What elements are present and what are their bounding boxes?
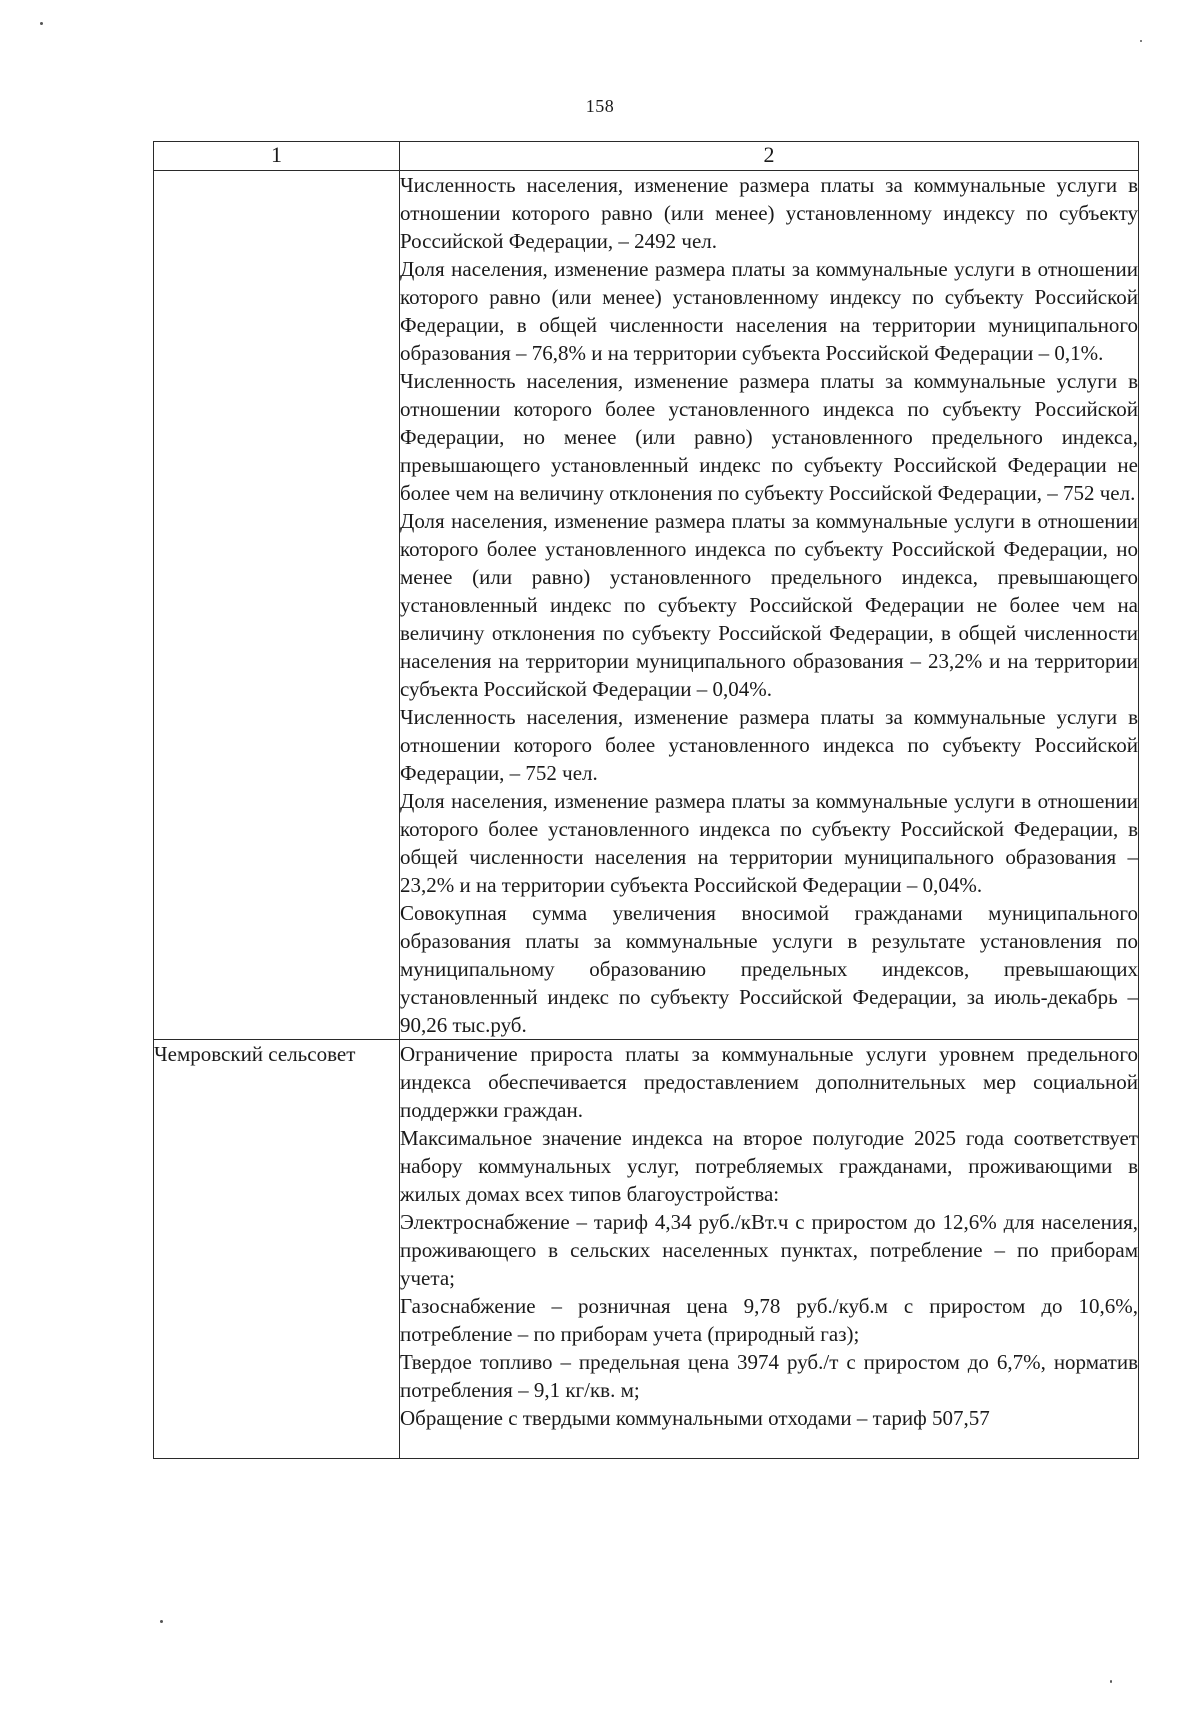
- paragraph: Электроснабжение – тариф 4,34 руб./кВт.ч с приростом до 12,6% для населения, проживающего в сельских населенных пунктах, потребление – по приборам учета;: [400, 1210, 1138, 1290]
- description-cell: [400, 171, 1139, 1040]
- scan-speck: [1110, 1680, 1112, 1683]
- municipality-name-cell: Чемровский сельсовет: [154, 1040, 400, 1459]
- paragraph: Твердое топливо – предельная цена 3974 руб./т с приростом до 6,7%, норматив потребления – 9,1 кг/кв. м;: [400, 1350, 1138, 1402]
- document-table: [153, 141, 1139, 1459]
- table-row: [154, 171, 1139, 1040]
- paragraph: Доля населения, изменение размера платы за коммунальные услуги в отношении которого более установленного индекса по субъекту Российской Федерации, в общей численности населения на территории муниципального образования – 23,2% и на территории субъекта Российской Федерации – 0,04%.: [400, 789, 1138, 897]
- paragraph: Численность населения, изменение размера платы за коммунальные услуги в отношении которого более установленного индекса по субъекту Российской Федерации, но менее (или равно) установленного предельного индекса, превышающего установленный индекс по субъекту Российской Федерации не более чем на величину отклонения по субъекту Российской Федерации, – 752 чел.: [400, 369, 1138, 505]
- paragraph: Доля населения, изменение размера платы за коммунальные услуги в отношении которого равно (или менее) установленному индексу по субъекту Российской Федерации, в общей численности населения на территории муниципального образования – 76,8% и на территории субъекта Российской Федерации – 0,1%.: [400, 257, 1138, 365]
- column-header-1: 1: [154, 142, 400, 171]
- paragraph: Доля населения, изменение размера платы за коммунальные услуги в отношении которого более установленного индекса по субъекту Российской Федерации, но менее (или равно) установленного предельного индекса, превышающего установленный индекс по субъекту Российской Федерации не более чем на величину отклонения по субъекту Российской Федерации, в общей численности населения на территории муниципального образования – 23,2% и на территории субъекта Российской Федерации – 0,04%.: [400, 509, 1138, 701]
- column-header-2: 2: [400, 142, 1139, 171]
- paragraph: Максимальное значение индекса на второе полугодие 2025 года соответствует набору коммунальных услуг, потребляемых гражданами, проживающими в жилых домах всех типов благоустройства:: [400, 1126, 1138, 1206]
- paragraph: Численность населения, изменение размера платы за коммунальные услуги в отношении которого равно (или менее) установленному индексу по субъекту Российской Федерации, – 2492 чел.: [400, 173, 1138, 253]
- description-cell: [400, 1040, 1139, 1459]
- table-row: [154, 1040, 1139, 1459]
- paragraph: Газоснабжение – розничная цена 9,78 руб./куб.м с приростом до 10,6%, потребление – по приборам учета (природный газ);: [400, 1294, 1138, 1346]
- paragraph: Численность населения, изменение размера платы за коммунальные услуги в отношении которого более установленного индекса по субъекту Российской Федерации, – 752 чел.: [400, 705, 1138, 785]
- page-number: 158: [585, 96, 615, 116]
- municipality-name-cell: [154, 171, 400, 1040]
- paragraph: Совокупная сумма увеличения вносимой гражданами муниципального образования платы за коммунальные услуги в результате установления по муниципальному образованию предельных индексов, превышающих установленный индекс по субъекту Российской Федерации, за июль-декабрь – 90,26 тыс.руб.: [400, 901, 1138, 1037]
- paragraph: Ограничение прироста платы за коммунальные услуги уровнем предельного индекса обеспечивается предоставлением дополнительных мер социальной поддержки граждан.: [400, 1042, 1138, 1122]
- scan-speck: [160, 1620, 163, 1623]
- paragraph: Обращение с твердыми коммунальными отходами – тариф 507,57: [400, 1406, 990, 1430]
- table-header-row: [154, 142, 1139, 171]
- scan-speck: [1140, 40, 1142, 42]
- scan-speck: [40, 22, 43, 25]
